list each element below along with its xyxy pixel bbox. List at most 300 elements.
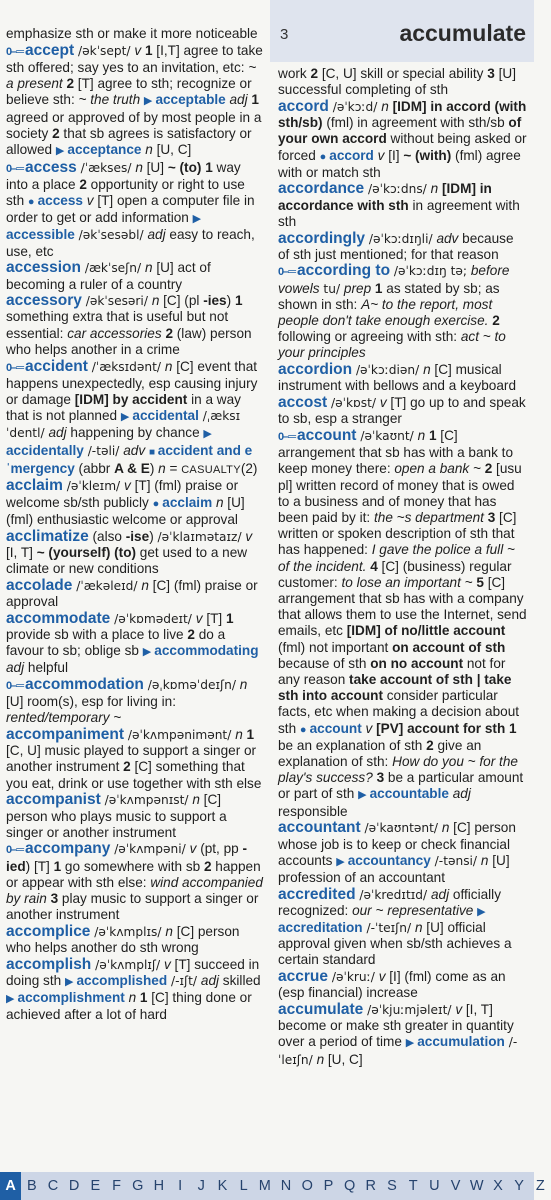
entry-text: [T] succeed in doing sth bbox=[6, 956, 260, 989]
phonetic: /ˈæksɪdənt/ bbox=[87, 359, 165, 374]
bold-text: 2 bbox=[79, 176, 87, 192]
entry-text: [T] (fml) praise or welcome sb/sth publicly bbox=[6, 478, 239, 510]
dictionary-entry bbox=[6, 359, 264, 478]
italic-text: adj bbox=[48, 425, 67, 441]
alphabet-letter-z: Z bbox=[535, 1178, 545, 1194]
headword: accordingly bbox=[278, 229, 365, 247]
derivative-headword: accomplished bbox=[76, 973, 168, 989]
derivative-arrow-icon: ▶ bbox=[192, 213, 202, 226]
entry-text: [U, C] bbox=[324, 1051, 363, 1067]
dictionary-entry bbox=[6, 792, 264, 841]
headword: accountant bbox=[278, 819, 361, 837]
derivative-arrow-icon: ▶ bbox=[6, 993, 18, 1006]
italic-text: n bbox=[144, 260, 153, 276]
entry-text: [C] (pl bbox=[159, 293, 204, 309]
entry-text: [U] bbox=[142, 159, 168, 175]
entry-text: be a particular amount or part of sth bbox=[278, 770, 524, 802]
entry-text: consider particular facts, etc when making a decision about sth bbox=[278, 688, 520, 736]
entry-text: because of sth bbox=[278, 655, 371, 671]
dictionary-entry bbox=[6, 677, 264, 727]
entry-text: [T] open a computer file in order to get or add information bbox=[6, 193, 255, 226]
alphabet-index-bar bbox=[0, 1172, 545, 1200]
italic-text: n bbox=[235, 727, 243, 743]
dictionary-entry bbox=[278, 99, 528, 181]
entry-text: skilled bbox=[219, 973, 261, 989]
italic-text: v bbox=[361, 720, 373, 736]
italic-text: n bbox=[239, 676, 248, 692]
compound-square-icon: ■ bbox=[148, 446, 158, 458]
entry-text: following or agreeing with sth: bbox=[278, 329, 461, 345]
phonetic: /əkˈsesəri/ bbox=[81, 294, 152, 309]
phonetic: /əˈkaʊnt/ bbox=[356, 428, 418, 443]
entry-text: (law) person who helps another in a crime bbox=[6, 325, 252, 357]
bold-text: -ied bbox=[6, 841, 248, 874]
headword: accept bbox=[25, 41, 75, 59]
right-column bbox=[278, 66, 528, 1068]
bold-text: 1 bbox=[246, 727, 255, 743]
entry-text: [T] go up to and speak to sb, esp a stranger bbox=[278, 395, 526, 427]
derivative-headword: accident and eˈmergency bbox=[6, 442, 253, 476]
entry-text: ) bbox=[149, 460, 159, 476]
headword: accord bbox=[278, 97, 329, 115]
alphabet-letter-y: Y bbox=[514, 1178, 524, 1194]
italic-text: adj bbox=[6, 660, 25, 676]
italic-text: adj bbox=[200, 973, 220, 989]
entry-text: in agreement with sth bbox=[278, 197, 520, 229]
alphabet-letter-s: S bbox=[387, 1178, 397, 1194]
alphabet-letter-t: T bbox=[408, 1178, 418, 1194]
headword: accumulate bbox=[278, 1001, 364, 1019]
derivative-headword: accumulation bbox=[417, 1034, 505, 1050]
entry-text: [C] written or spoken description of sth that has happened: bbox=[278, 509, 517, 558]
entry-text: (fml) not important bbox=[278, 639, 393, 655]
alphabet-letter-w: W bbox=[469, 1178, 484, 1194]
phonetic: /ækˈseʃn/ bbox=[80, 261, 145, 276]
entry-text: be an explanation of sth bbox=[278, 737, 427, 753]
alphabet-letter-h: H bbox=[153, 1178, 165, 1194]
alphabet-letter-q: Q bbox=[343, 1178, 356, 1194]
entry-text: as stated by sb; as shown in sth: bbox=[278, 280, 500, 312]
left-column bbox=[6, 26, 264, 1024]
bold-text: ~ (to) 1 bbox=[167, 159, 213, 175]
phonetic: /əˈkruː/ bbox=[327, 970, 379, 985]
entry-text: (also bbox=[88, 528, 126, 544]
alphabet-letter-p: P bbox=[323, 1178, 334, 1194]
alphabet-letter-d: D bbox=[68, 1178, 80, 1194]
italic-text: v bbox=[195, 610, 203, 626]
entry-text: [I] (fml) come as an (esp financial) increase bbox=[278, 969, 506, 1001]
entry-text: [U] room(s), esp for living in: bbox=[6, 694, 176, 710]
derivative-arrow-icon: ▶ bbox=[142, 646, 155, 659]
phonetic: /-ɪʃt/ bbox=[167, 974, 201, 989]
entry-text: [C] person whose job is to keep or check financial accounts bbox=[278, 820, 516, 868]
italic-text: rented/temporary ~ bbox=[6, 710, 122, 726]
entry-text: play music to support a singer or another instrument bbox=[6, 891, 259, 923]
derivative-headword: accomplishment bbox=[17, 990, 125, 1006]
italic-text: adv bbox=[436, 230, 459, 246]
derivative-headword: acceptance bbox=[67, 141, 142, 157]
entry-text: [C] something that you eat, drink or use together with sth else bbox=[6, 759, 262, 791]
derivative-dot-icon: ● bbox=[299, 723, 310, 736]
page-number: 3 bbox=[280, 26, 289, 43]
headword: access bbox=[25, 158, 77, 176]
phonetic: /əˈkɔːdiən/ bbox=[352, 363, 424, 378]
dictionary-entry bbox=[6, 924, 264, 956]
entry-text: do a favour to sb; oblige sb bbox=[6, 626, 226, 659]
derivative-arrow-icon: ▶ bbox=[336, 855, 348, 868]
bold-text: 4 bbox=[370, 558, 378, 574]
italic-text: act ~ to your principles bbox=[278, 329, 506, 361]
phonetic: /əˈkʌmplɪs/ bbox=[90, 924, 166, 939]
dictionary-entry bbox=[6, 43, 264, 159]
entry-text: [T] agree to sth; recognize or believe sth: bbox=[6, 76, 252, 108]
dictionary-entry bbox=[278, 181, 528, 230]
dictionary-entry bbox=[278, 1002, 528, 1068]
headword: accredited bbox=[278, 885, 356, 903]
italic-text: How do you ~ for the play's success? bbox=[278, 754, 518, 786]
phonetic: /əˈkredɪtɪd/ bbox=[355, 887, 431, 902]
bold-text: A & E bbox=[114, 460, 150, 476]
bold-text: -ise bbox=[125, 528, 150, 544]
bold-text: ~ (yourself) (to) bbox=[36, 544, 137, 560]
headword: accident bbox=[25, 357, 88, 375]
italic-text: n bbox=[430, 181, 439, 197]
italic-text: adv bbox=[123, 442, 146, 458]
italic-text: n bbox=[381, 98, 389, 114]
entry-text: [C] person who helps another do sth wrong bbox=[6, 923, 240, 956]
phonetic: /əˈkɔːdɪŋ tə; bbox=[390, 264, 471, 279]
bold-text: 2 bbox=[310, 66, 319, 81]
bold-text: [IDM] by accident bbox=[74, 391, 188, 407]
entry-text: [I,T] agree to take sth offered; say yes to an invitation, etc: bbox=[6, 42, 263, 75]
dictionary-entry bbox=[278, 887, 528, 969]
bold-text: 3 bbox=[487, 509, 496, 525]
alphabet-letter-x: X bbox=[493, 1178, 503, 1194]
headword: accession bbox=[6, 259, 81, 277]
alphabet-letter-j: J bbox=[197, 1178, 205, 1194]
phonetic: /əˈkʌmplɪʃ/ bbox=[91, 957, 164, 972]
italic-text: v bbox=[163, 956, 171, 972]
phonetic: /əˈkɔːdns/ bbox=[364, 182, 431, 197]
italic-text: v bbox=[134, 42, 145, 58]
bold-text: 1 bbox=[251, 92, 259, 108]
headword: accrue bbox=[278, 968, 328, 986]
bold-text: 2 bbox=[52, 125, 60, 141]
derivative-headword: accreditation bbox=[278, 920, 363, 936]
derivative-arrow-icon: ▶ bbox=[477, 905, 486, 918]
phonetic: /əˈkaʊntənt/ bbox=[360, 821, 442, 836]
dictionary-entry bbox=[278, 969, 528, 1001]
phonetic: /əˈkʌmpənɪst/ bbox=[100, 793, 193, 808]
entry-text: [U] (fml) enthusiastic welcome or approval bbox=[6, 494, 245, 527]
derivative-arrow-icon: ▶ bbox=[143, 95, 156, 108]
italic-text: A~ to the report, most people don't take enough exercise. bbox=[278, 296, 493, 329]
headword: acclimatize bbox=[6, 527, 89, 545]
entry-text: [U] official approval given when sb/sth achieves a certain standard bbox=[278, 920, 512, 968]
headword: accompany bbox=[25, 840, 111, 858]
alphabet-letter-m: M bbox=[258, 1178, 271, 1194]
headword: accompanist bbox=[6, 791, 101, 809]
bold-text: 3 bbox=[50, 891, 59, 907]
italic-text: I gave the police a full ~ of the incident. bbox=[278, 542, 515, 574]
entry-text: officially recognized: bbox=[278, 886, 501, 918]
entry-text: [C] (business) regular customer: bbox=[278, 558, 512, 590]
entry-text: [U] successful completing of sth bbox=[278, 66, 516, 98]
italic-text: wind accompanied by rain bbox=[6, 874, 263, 907]
phonetic: /ˈækses/ bbox=[76, 160, 136, 175]
key-word-icon: 0–═ bbox=[6, 361, 24, 374]
italic-text: open a bank ~ bbox=[394, 461, 485, 477]
entry-text: (2) bbox=[240, 460, 258, 476]
entry-text: [C] arrangement that sb has with a company that allows them to use the Internet, send emails, etc bbox=[278, 574, 527, 639]
phonetic: /əˈkɒst/ bbox=[327, 396, 380, 411]
entry-text: responsible bbox=[278, 803, 348, 819]
entry-text: (abbr bbox=[74, 460, 115, 476]
alphabet-letter-u: U bbox=[429, 1178, 440, 1194]
italic-text: v bbox=[245, 528, 253, 544]
derivative-arrow-icon: ▶ bbox=[120, 411, 133, 424]
bold-text: 2 bbox=[203, 858, 212, 874]
italic-text: before vowels bbox=[278, 263, 510, 296]
bold-text: on no account bbox=[370, 655, 464, 671]
italic-text: n bbox=[164, 358, 173, 374]
italic-text: prep bbox=[343, 280, 372, 296]
alphabet-letter-c: C bbox=[47, 1178, 59, 1194]
phonetic: /əˈkleɪm/ bbox=[62, 479, 125, 494]
alphabet-letters bbox=[0, 1172, 551, 1200]
alphabet-letter-l: L bbox=[239, 1178, 248, 1194]
dictionary-entry bbox=[278, 428, 528, 820]
dictionary-entry bbox=[6, 841, 264, 923]
entry-text: = bbox=[165, 460, 182, 476]
entry-text: (fml) agree with or match sth bbox=[278, 147, 521, 180]
entry-text: agreed or approved of by most people in a society bbox=[6, 109, 262, 141]
alphabet-letter-f: F bbox=[112, 1178, 121, 1194]
headword: account bbox=[297, 426, 357, 444]
bold-text: 1 bbox=[53, 858, 62, 874]
dictionary-entry bbox=[6, 611, 264, 677]
dictionary-entry bbox=[278, 66, 528, 98]
bold-text: 1 bbox=[428, 427, 437, 443]
entry-text: [C, U] skill or special ability bbox=[318, 66, 488, 81]
dictionary-entry bbox=[6, 957, 264, 1024]
headword: accordion bbox=[278, 361, 353, 379]
italic-text: v bbox=[379, 395, 387, 411]
headword: accomplice bbox=[6, 922, 91, 940]
derivative-headword: accidental bbox=[132, 408, 199, 424]
entry-text: because of sth just mentioned; for that reason bbox=[278, 230, 514, 262]
bold-text: 5 bbox=[476, 574, 484, 590]
bold-text: 2 bbox=[123, 759, 131, 775]
bold-text: 2 bbox=[426, 737, 434, 753]
alphabet-letter-b: B bbox=[26, 1178, 37, 1194]
phonetic: /əˈkɒmədeɪt/ bbox=[110, 611, 196, 626]
phonetic: tu/ bbox=[319, 281, 344, 296]
entry-text: [C] (fml) praise or approval bbox=[6, 577, 258, 609]
bold-text: 1 bbox=[374, 280, 383, 296]
entry-text: [usu pl] written record of money that is owed to a business and of money that has been paid by it: bbox=[278, 461, 522, 525]
bold-text: 1 bbox=[234, 293, 243, 309]
italic-text: n bbox=[441, 820, 450, 836]
italic-text: n bbox=[135, 159, 143, 175]
bold-text: [IDM] in accordance with sth bbox=[278, 181, 492, 213]
italic-text: car accessories bbox=[67, 325, 166, 341]
italic-text: n bbox=[158, 460, 166, 476]
bold-text: 1 bbox=[144, 42, 153, 58]
phonetic: /-təli/ bbox=[83, 443, 124, 458]
italic-text: ~ the truth bbox=[78, 92, 144, 108]
italic-text: n bbox=[165, 923, 173, 939]
key-word-icon: 0–═ bbox=[6, 162, 24, 175]
phonetic: /əˈkʌmpənimənt/ bbox=[124, 728, 236, 743]
derivative-headword: accessible bbox=[6, 227, 75, 243]
derivative-headword: accidentally bbox=[6, 442, 84, 458]
entry-text: (fml) in agreement with sth/sb bbox=[322, 115, 509, 131]
entry-text: [I] bbox=[384, 147, 404, 163]
entry-text: get used to a new climate or new conditions bbox=[6, 544, 248, 576]
entry-text: work bbox=[278, 66, 311, 81]
phonetic: /-ˈleɪʃn/ bbox=[278, 1035, 518, 1067]
derivative-headword: acclaim bbox=[162, 494, 213, 510]
alphabet-letter-e: E bbox=[90, 1178, 101, 1194]
derivative-headword: access bbox=[37, 193, 83, 209]
bold-text: 1 bbox=[225, 610, 234, 626]
dictionary-entry bbox=[278, 820, 528, 886]
entry-text: ) bbox=[226, 293, 235, 309]
bold-text: on account of sth bbox=[392, 639, 506, 655]
entry-text: helpful bbox=[24, 660, 68, 676]
italic-text: our ~ representative bbox=[352, 902, 478, 918]
derivative-headword: accountancy bbox=[347, 852, 431, 868]
headword: accolade bbox=[6, 576, 73, 594]
bold-text: -ies bbox=[203, 293, 227, 309]
bold-text: 3 bbox=[376, 770, 385, 786]
phonetic: /-ˈteɪʃn/ bbox=[362, 921, 415, 936]
bold-text: [PV] account for sth 1 bbox=[376, 720, 517, 736]
italic-text: adj bbox=[448, 786, 471, 802]
bold-text: 1 bbox=[139, 990, 148, 1006]
headword: accompaniment bbox=[6, 726, 125, 744]
entry-text: [C, U] music played to support a singer or another instrument bbox=[6, 743, 257, 775]
derivative-arrow-icon: ▶ bbox=[64, 976, 77, 989]
headword: accost bbox=[278, 394, 328, 412]
entry-text: [C] thing done or achieved after a lot of hard bbox=[6, 990, 252, 1023]
bold-text: 2 bbox=[165, 325, 173, 341]
entry-text: [C] person who plays music to support a singer or another instrument bbox=[6, 792, 227, 840]
entry-text: [I, T] become or make sth greater in quantity over a period of time bbox=[278, 1002, 514, 1050]
bold-text: take account of sth | take sth into account bbox=[278, 672, 512, 704]
entry-text: [U] profession of an accountant bbox=[278, 852, 510, 885]
italic-text: n bbox=[212, 494, 224, 510]
dictionary-entry bbox=[6, 529, 264, 578]
entry-text: not for any reason bbox=[278, 655, 506, 688]
italic-text: n bbox=[151, 293, 160, 309]
italic-text: n bbox=[417, 427, 426, 443]
italic-text: n bbox=[414, 920, 423, 936]
bold-text: of your own accord bbox=[278, 115, 522, 147]
dictionary-entry bbox=[6, 26, 264, 42]
phonetic: /ˈækəleɪd/ bbox=[72, 578, 142, 593]
derivative-arrow-icon: ▶ bbox=[55, 144, 68, 157]
bold-text: 2 bbox=[492, 313, 500, 329]
entry-text: happening by chance bbox=[66, 425, 204, 441]
italic-text: v bbox=[189, 841, 197, 857]
italic-text: adj bbox=[225, 92, 248, 108]
phonetic: /əˈkjuːmjəleɪt/ bbox=[363, 1003, 456, 1018]
italic-text: adj bbox=[430, 886, 450, 902]
dictionary-entry bbox=[278, 231, 528, 263]
italic-text: to lose an important ~ bbox=[341, 574, 477, 590]
headword: according to bbox=[297, 262, 391, 280]
derivative-headword: accord bbox=[329, 147, 374, 163]
phonetic: /əˈkɔːd/ bbox=[328, 99, 382, 114]
alphabet-letter-r: R bbox=[365, 1178, 377, 1194]
headword: acclaim bbox=[6, 477, 63, 495]
italic-text: n bbox=[423, 362, 431, 378]
key-word-icon: 0–═ bbox=[6, 679, 24, 692]
entry-text: opportunity or right to use sth bbox=[6, 176, 245, 209]
entry-text: [I, T] bbox=[6, 544, 37, 560]
phonetic: /əˌkɒməˈdeɪʃn/ bbox=[143, 677, 240, 692]
headword: accordance bbox=[278, 180, 365, 198]
bold-text: 3 bbox=[487, 66, 495, 81]
entry-text: provide sb with a place to live bbox=[6, 626, 188, 642]
dictionary-entry bbox=[6, 260, 264, 292]
derivative-dot-icon: ● bbox=[152, 497, 163, 510]
alphabet-letter-g: G bbox=[132, 1178, 144, 1194]
derivative-arrow-icon: ▶ bbox=[203, 428, 212, 441]
phonetic: /əˈkɔːdɪŋli/ bbox=[365, 231, 437, 246]
entry-text: that sb agrees is satisfactory or allowed bbox=[6, 125, 252, 157]
dictionary-entry bbox=[6, 478, 264, 528]
phonetic: /ˌæksɪˈdentl/ bbox=[6, 409, 241, 441]
entry-text: happen or appear with sth else: bbox=[6, 858, 261, 890]
entry-text: in a way that is not planned bbox=[6, 391, 241, 424]
key-word-icon: 0–═ bbox=[278, 266, 296, 279]
dictionary-entry bbox=[6, 727, 264, 792]
entry-text: (pt, pp bbox=[196, 841, 243, 857]
entry-text: [C] arrangement that sb has with a bank to keep money there: bbox=[278, 427, 514, 477]
headword: accommodation bbox=[25, 675, 144, 693]
key-word-icon: 0–═ bbox=[6, 844, 24, 857]
phonetic: /-tənsi/ bbox=[430, 853, 481, 868]
italic-text: adj bbox=[147, 227, 166, 243]
italic-text: the ~s department bbox=[373, 509, 488, 525]
alphabet-letter-v: V bbox=[450, 1178, 461, 1194]
derivative-arrow-icon: ▶ bbox=[405, 1037, 418, 1050]
headword: accommodate bbox=[6, 609, 111, 627]
italic-text: ~ a present bbox=[6, 59, 257, 92]
italic-text: n bbox=[192, 792, 200, 808]
derivative-dot-icon: ● bbox=[27, 196, 38, 209]
derivative-headword: account bbox=[309, 720, 362, 736]
bold-text: ~ (with) bbox=[403, 147, 452, 163]
entry-text: way into a place bbox=[6, 159, 241, 192]
entry-text: ) bbox=[149, 528, 158, 544]
bold-text: [IDM] of no/little account bbox=[346, 623, 506, 639]
guide-word: accumulate bbox=[399, 20, 526, 46]
italic-text: n bbox=[141, 141, 153, 157]
phonetic: /əkˈsesəbl/ bbox=[74, 228, 148, 243]
italic-text: n bbox=[316, 1051, 325, 1067]
dictionary-entry bbox=[278, 395, 528, 427]
headword: accessory bbox=[6, 292, 82, 310]
derivative-dot-icon: ● bbox=[319, 150, 330, 163]
phonetic: /əˈkʌmpəni/ bbox=[110, 842, 190, 857]
bold-text: 2 bbox=[187, 626, 195, 642]
derivative-headword: accommodating bbox=[154, 643, 259, 659]
bold-text: [IDM] in accord (with sth/sb) bbox=[278, 98, 527, 131]
